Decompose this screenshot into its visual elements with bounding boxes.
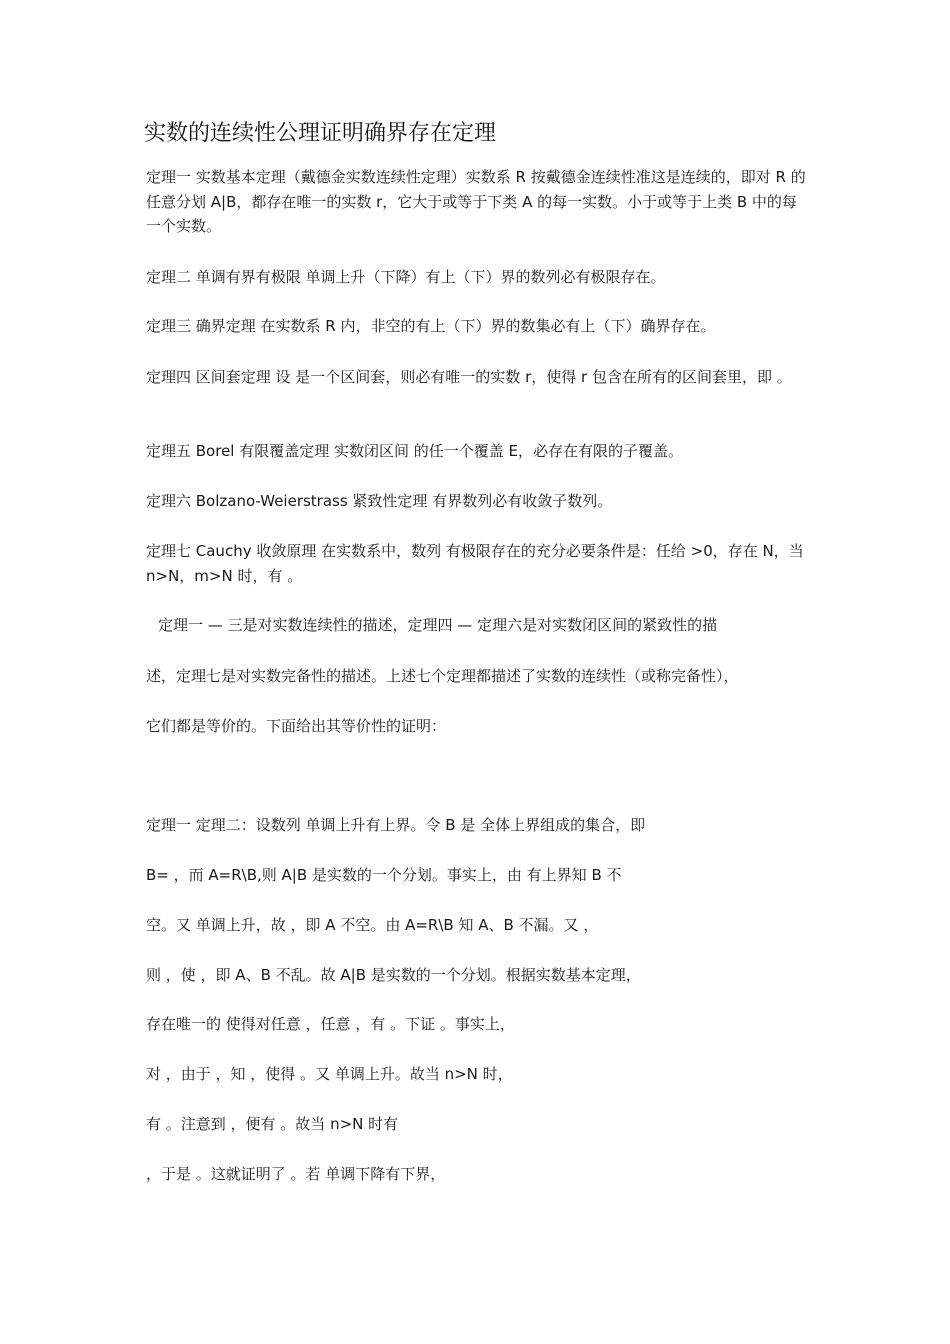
proof-line: 空。又 单调上升，故 ，即 A 不空。由 A=R\B 知 A、B 不漏。又 ， (146, 916, 599, 934)
theorem-7: 定理七 Cauchy 收敛原理 在实数系中，数列 有极限存在的充分必要条件是：任给 >0，存在 N，当 n>N，m>N 时，有 。 (146, 542, 804, 585)
proof-line: 有 。注意到 ，便有 。故当 n>N 时有 (146, 1115, 399, 1133)
theorem-4: 定理四 区间套定理 设 是一个区间套，则必有唯一的实数 r，使得 r 包含在所有的区间套里，即 。 (146, 368, 792, 386)
proof-line: 存在唯一的 使得对任意 ，任意 ，有 。下证 。事实上， (146, 1015, 515, 1033)
summary-line: 述，定理七是对实数完备性的描述。上述七个定理都描述了实数的连续性（或称完备性）， (146, 667, 739, 685)
theorem-2: 定理二 单调有界有极限 单调上升（下降）有上（下）界的数列必有极限存在。 (146, 268, 666, 286)
proof-line: 则 ，使 ，即 A、B 不乱。故 A|B 是实数的一个分划。根据实数基本定理， (146, 966, 641, 984)
proof-line: B= ，而 A=R\B,则 A|B 是实数的一个分划。事实上，由 有上界知 B 不 (146, 866, 622, 884)
theorem-1: 定理一 实数基本定理（戴德金实数连续性定理）实数系 R 按戴德金连续性准这是连续的，即对 R 的任意分划 A|B，都存在唯一的实数 r，它大于或等于下类 A 的每一实数。小于或等于上类 B 中的每一个实数。 (146, 168, 806, 235)
theorem-3: 定理三 确界定理 在实数系 R 内，非空的有上（下）界的数集必有上（下）确界存在。 (146, 317, 716, 335)
summary-line: 它们都是等价的。下面给出其等价性的证明： (146, 717, 447, 735)
theorem-6: 定理六 Bolzano-Weierstrass 紧致性定理 有界数列必有收敛子数列。 (146, 492, 613, 510)
page-title: 实数的连续性公理证明确界存在定理 (144, 121, 497, 146)
proof-line: ，于是 。这就证明了 。若 单调下降有下界， (146, 1165, 446, 1183)
summary-line: 定理一 — 三是对实数连续性的描述，定理四 — 定理六是对实数闭区间的紧致性的描 (158, 616, 718, 634)
theorem-5: 定理五 Borel 有限覆盖定理 实数闭区间 的任一个覆盖 E，必存在有限的子覆盖。 (146, 442, 684, 460)
proof-line: 定理一 定理二：设数列 单调上升有上界。令 B 是 全体上界组成的集合，即 (146, 816, 646, 834)
proof-line: 对 ，由于 ，知 ，使得 。又 单调上升。故当 n>N 时， (146, 1065, 513, 1083)
